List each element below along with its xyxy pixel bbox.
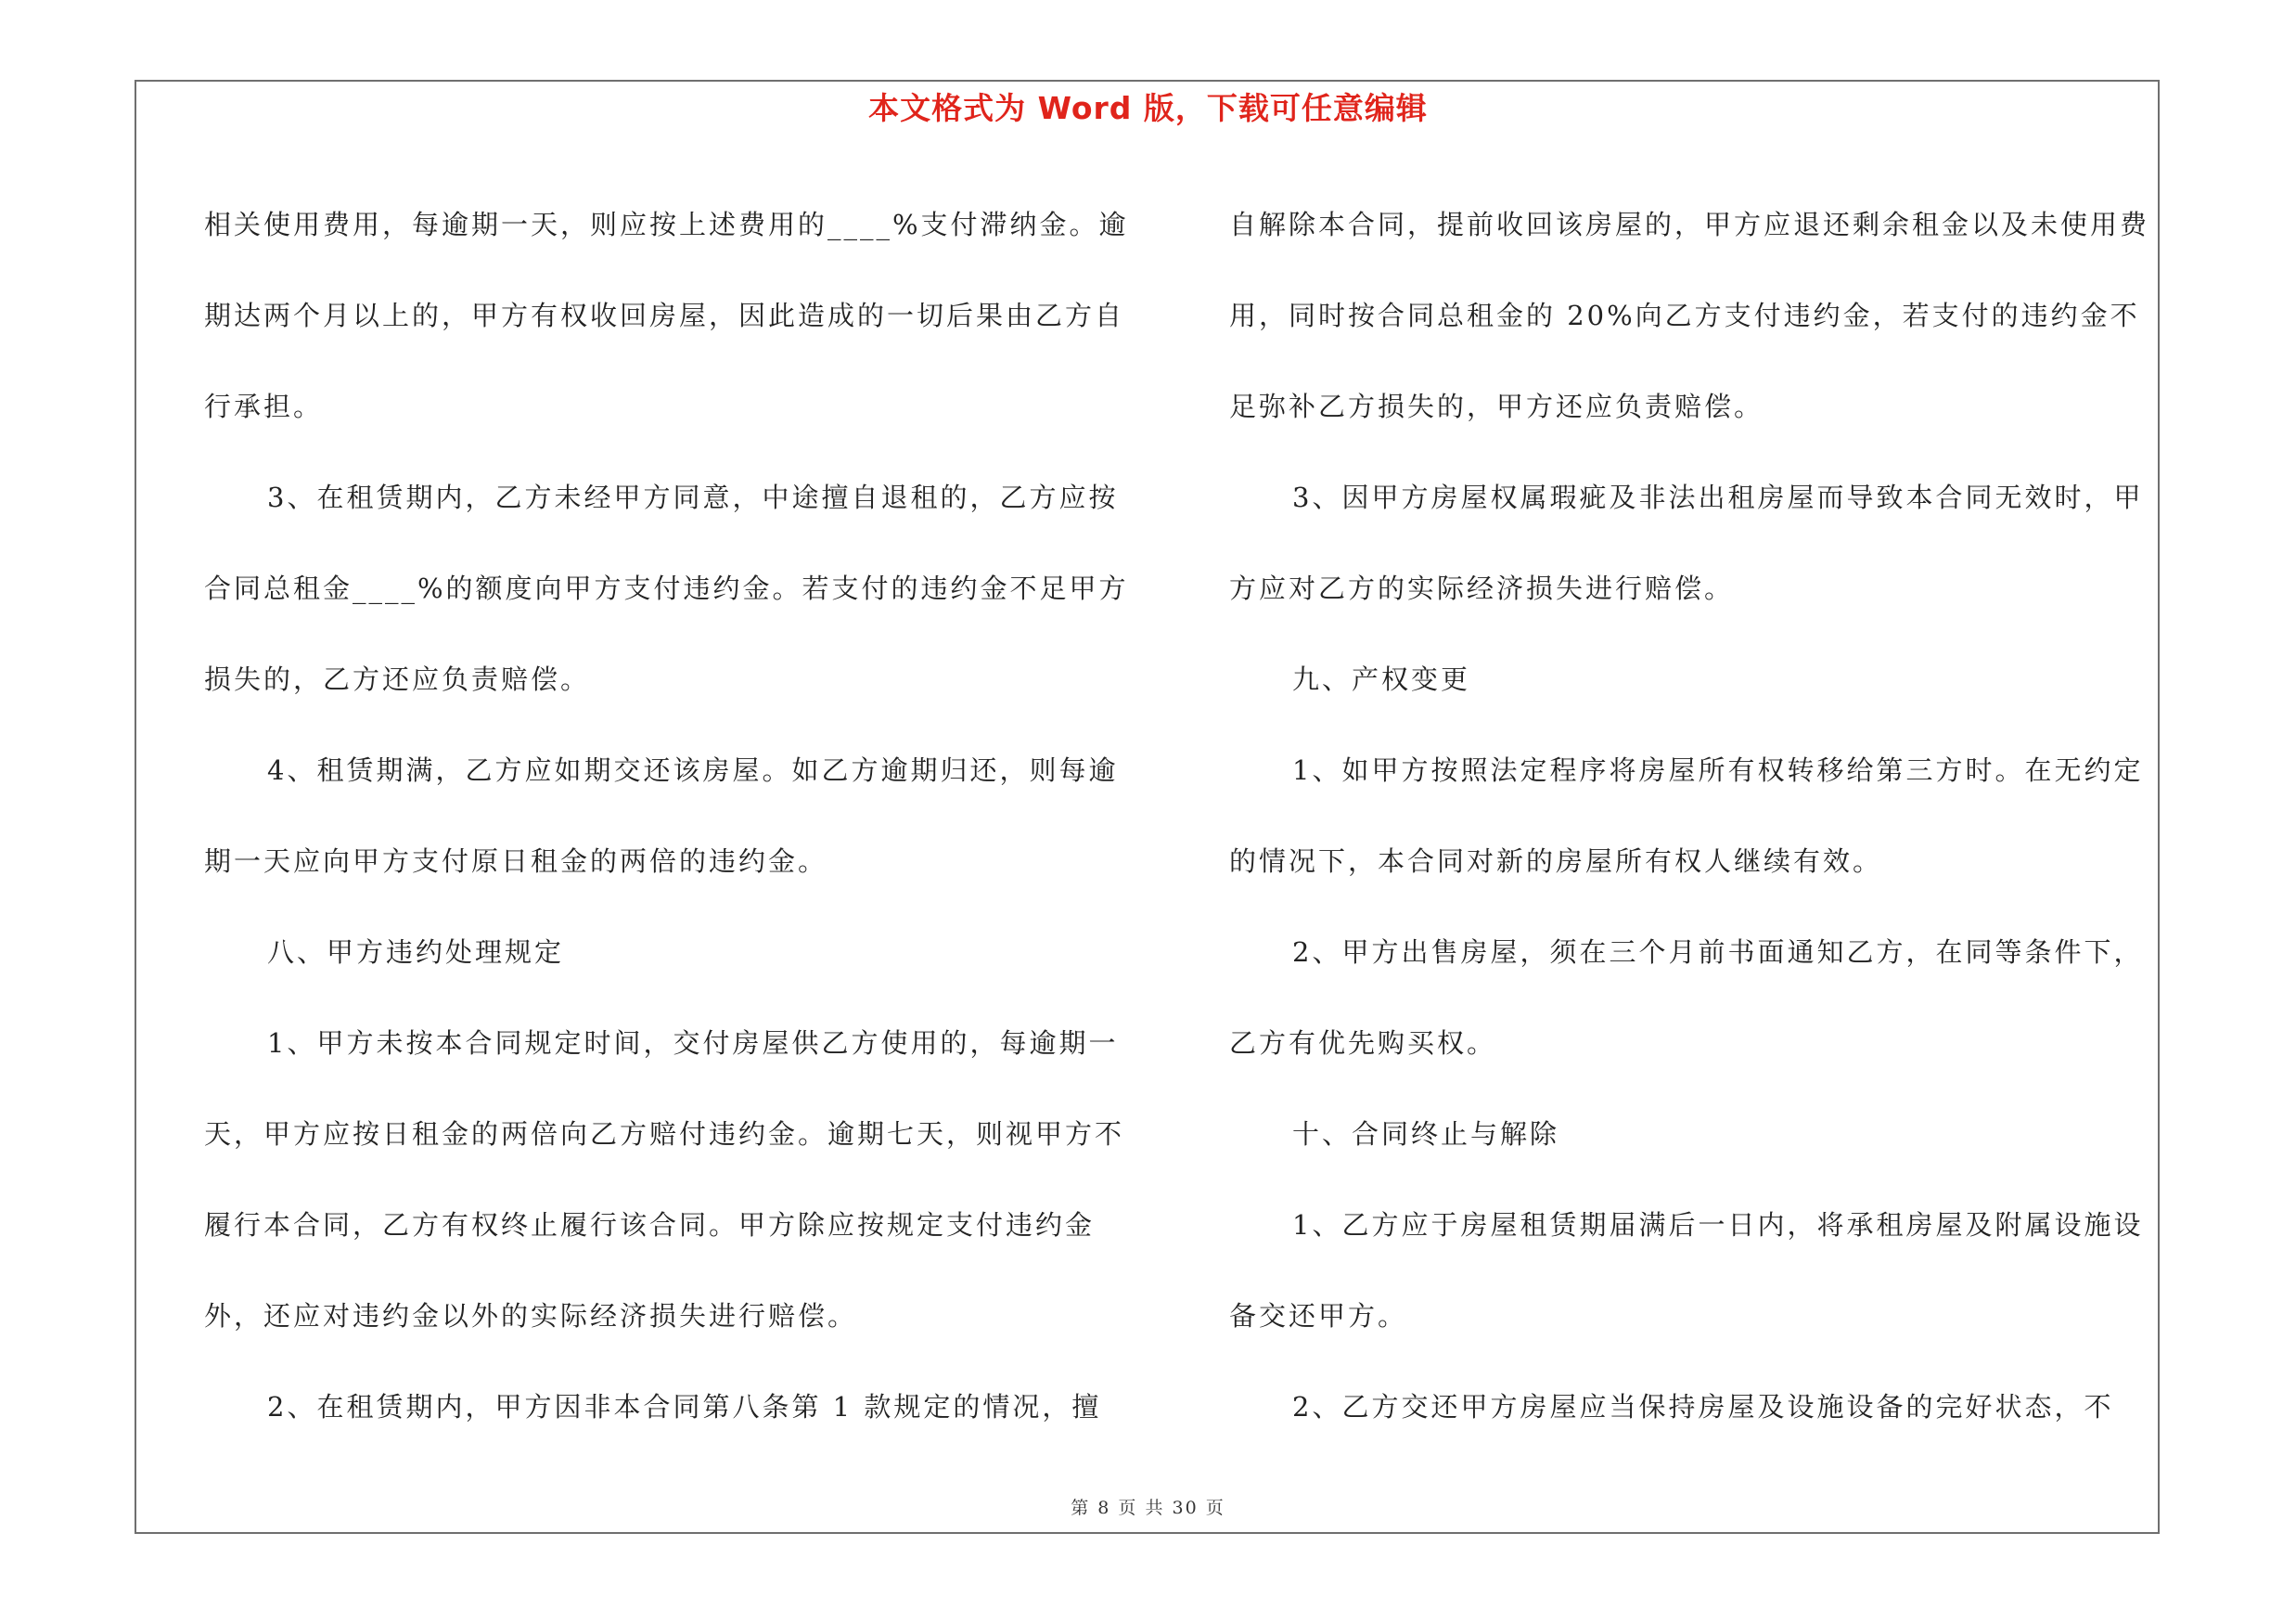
section-heading-ten: 十、合同终止与解除 xyxy=(1292,1118,1560,1150)
right-paragraph-8: 2、乙方交还甲方房屋应当保持房屋及设施设备的完好状态，不 xyxy=(1292,1391,2114,1423)
left-paragraph-1: 相关使用费用，每逾期一天，则应按上述费用的____%支付滞纳金。逾期达两个月以上的，甲方有权收回房屋，因此造成的一切后果由乙方自行承担。 xyxy=(204,209,1129,422)
left-column xyxy=(204,179,1132,1452)
section-heading-nine: 九、产权变更 xyxy=(1292,663,1471,695)
right-paragraph-4: 1、如甲方按照法定程序将房屋所有权转移给第三方时。在无约定的情况下，本合同对新的房屋所有权人继续有效。 xyxy=(1229,754,2144,877)
left-paragraph-5: 1、甲方未按本合同规定时间，交付房屋供乙方使用的，每逾期一天，甲方应按日租金的两倍向乙方赔付违约金。逾期七天，则视甲方不履行本合同，乙方有权终止履行该合同。甲方除应按规定支付违约金外，还应对违约金以外的实际经济损失进行赔偿。 xyxy=(204,1027,1125,1332)
right-paragraph-2: 3、因甲方房屋权属瑕疵及非法出租房屋而导致本合同无效时，甲方应对乙方的实际经济损失进行赔偿。 xyxy=(1229,482,2144,604)
left-paragraph-6: 2、在租赁期内，甲方因非本合同第八条第 1 款规定的情况，擅 xyxy=(267,1391,1102,1423)
page-number-footer: 第 8 页 共 30 页 xyxy=(1071,1498,1225,1518)
left-paragraph-3: 4、租赁期满，乙方应如期交还该房屋。如乙方逾期归还，则每逾期一天应向甲方支付原日租金的两倍的违约金。 xyxy=(204,754,1119,877)
left-paragraph-2: 3、在租赁期内，乙方未经甲方同意，中途擅自退租的，乙方应按合同总租金____%的额度向甲方支付违约金。若支付的违约金不足甲方损失的，乙方还应负责赔偿。 xyxy=(204,482,1129,695)
editable-notice-banner: 本文格式为 Word 版，下载可任意编辑 xyxy=(868,90,1428,126)
right-paragraph-5: 2、甲方出售房屋，须在三个月前书面通知乙方，在同等条件下，乙方有优先购买权。 xyxy=(1229,936,2144,1059)
right-column xyxy=(1229,179,2164,1452)
right-paragraph-7: 1、乙方应于房屋租赁期届满后一日内，将承租房屋及附属设施设备交还甲方。 xyxy=(1229,1209,2144,1332)
section-heading-eight: 八、甲方违约处理规定 xyxy=(267,936,565,968)
right-paragraph-1: 自解除本合同，提前收回该房屋的，甲方应退还剩余租金以及未使用费用，同时按合同总租金的 20%向乙方支付违约金，若支付的违约金不足弥补乙方损失的，甲方还应负责赔偿。 xyxy=(1229,209,2150,422)
